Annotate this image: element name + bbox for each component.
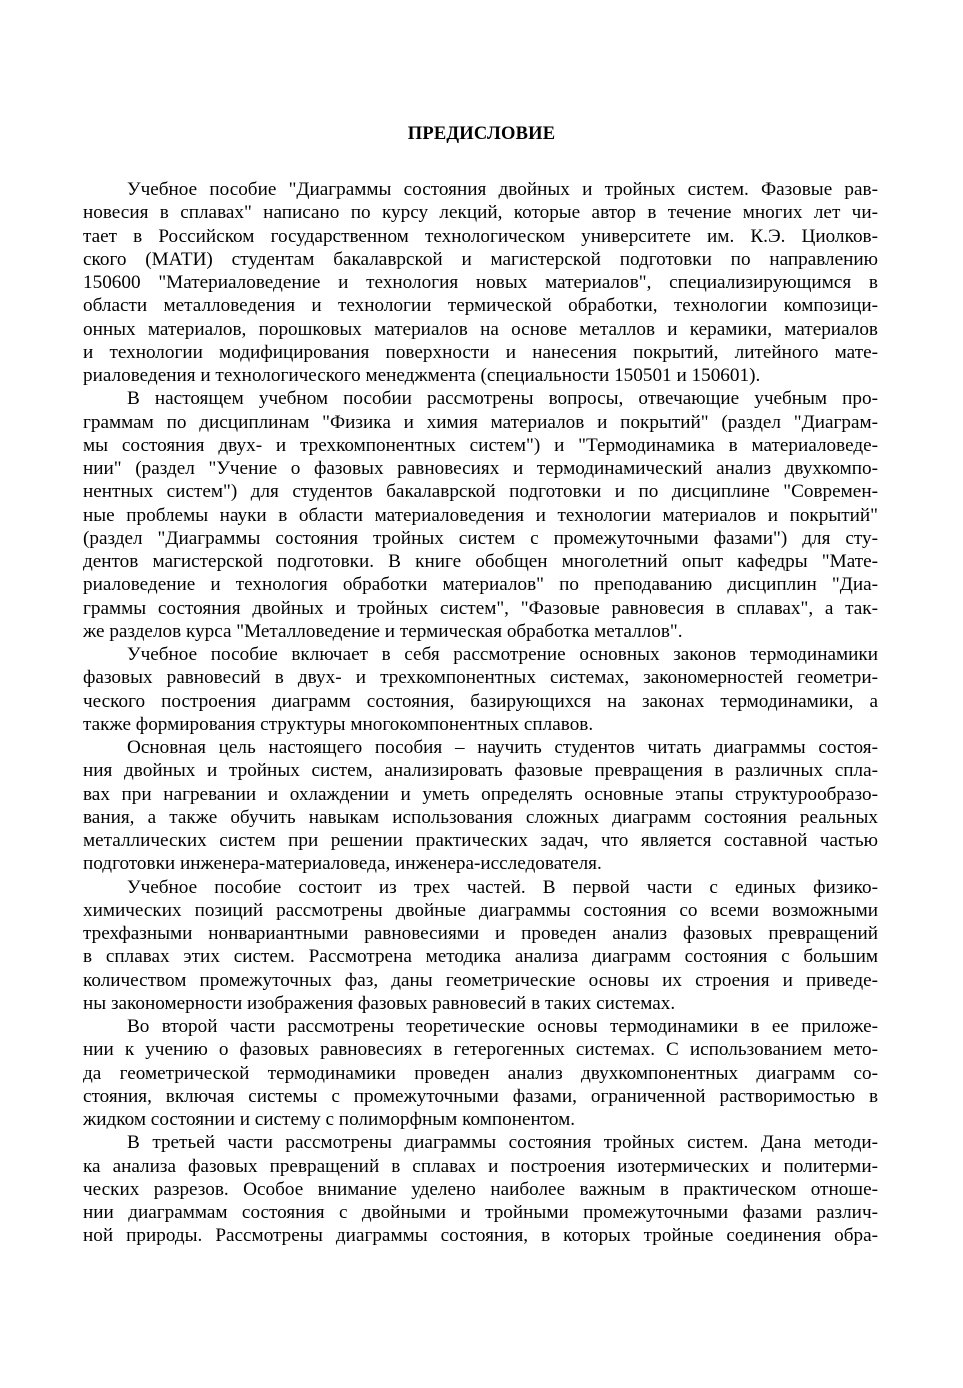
- paragraph: [83, 876, 878, 1016]
- paragraph: [83, 736, 878, 876]
- text-line: риаловедение и технология обработки материалов" по преподаванию дисциплин "Диа-: [83, 574, 878, 596]
- text-line: трехфазными нонвариантными равновесиями и проведен анализ фазовых превращений: [83, 923, 878, 944]
- text-line: Учебное пособие включает в себя рассмотрение основных законов термодинамики: [127, 644, 878, 665]
- text-line: ны закономерности изображения фазовых равновесий в таких системах.: [83, 992, 676, 1014]
- text-line: ческого построения диаграмм состояния, базирующихся на законах термодинамики, а: [83, 690, 878, 712]
- text-line: 150600 "Материаловедение и технология новых материалов", специализирующимся в: [83, 272, 878, 293]
- text-line: и технологии модифицирования поверхности и нанесения покрытий, литейного мате-: [83, 341, 878, 363]
- text-line: ной природы. Рассмотрены диаграммы состояния, в которых тройные соединения обра-: [83, 1225, 878, 1247]
- text-line: химических позиций рассмотрены двойные диаграммы состояния со всеми возможными: [83, 899, 878, 921]
- text-line: (раздел "Диаграммы состояния тройных систем с промежуточными фазами") для сту-: [83, 527, 878, 549]
- paragraph: [83, 643, 878, 736]
- text-line: дентов магистерской подготовки. В книге обобщен многолетний опыт кафедры "Мате-: [83, 551, 878, 572]
- text-line: нии" (раздел "Учение о фазовых равновесиях и термодинамический анализ двухкомпо-: [83, 458, 878, 479]
- text-line: мы состояния двух- и трехкомпонентных систем") и "Термодинамика в материаловеде-: [83, 434, 878, 456]
- text-line: ные проблемы науки в области материаловедения и технологии материалов и покрытий": [83, 504, 878, 526]
- text-line: граммы состояния двойных и тройных систем", "Фазовые равновесия в сплавах", а так-: [83, 597, 878, 619]
- page-title: ПРЕДИСЛОВИЕ: [407, 124, 556, 144]
- text-line: Учебное пособие состоит из трех частей. В первой части с единых физико-: [127, 876, 878, 898]
- text-line: нентных систем") для студентов бакалаврской подготовки и по дисциплине "Современ-: [83, 481, 878, 503]
- body-text: [83, 178, 878, 1248]
- text-line: Во второй части рассмотрены теоретические основы термодинамики в ее приложе-: [127, 1016, 878, 1037]
- text-line: тает в Российском государственном технологическом университете им. К.Э. Циолков-: [83, 225, 878, 247]
- text-line: ния двойных и тройных систем, анализировать фазовые превращения в различных спла-: [83, 760, 878, 782]
- text-line: области металловедения и технологии термической обработки, технологии композици-: [83, 295, 878, 317]
- text-line: да геометрической термодинамики проведен анализ двухкомпонентных диаграмм со-: [83, 1062, 878, 1084]
- text-line: В настоящем учебном пособии рассмотрены вопросы, отвечающие учебным про-: [127, 388, 878, 410]
- paragraph: [83, 387, 878, 643]
- text-line: также формирования структуры многокомпонентных сплавов.: [83, 713, 594, 735]
- text-line: ческих разрезов. Особое внимание уделено наиболее важным в практическом отноше-: [83, 1178, 878, 1200]
- text-line: онных материалов, порошковых материалов на основе металлов и керамики, материалов: [83, 318, 878, 340]
- paragraph: [83, 178, 878, 387]
- text-line: нии к учению о фазовых равновесиях в гетерогенных системах. С использованием мето-: [83, 1039, 878, 1061]
- paragraph: [83, 1131, 878, 1247]
- text-line: В третьей части рассмотрены диаграммы состояния тройных систем. Дана методи-: [127, 1132, 878, 1154]
- text-line: металлических систем при решении практических задач, что является составной частью: [83, 830, 878, 851]
- paragraph: [83, 1015, 878, 1131]
- text-line: вах при нагревании и охлаждении и уметь определять основные этапы структурообразо-: [83, 783, 878, 805]
- text-line: вания, а также обучить навыкам использования сложных диаграмм состояния реальных: [83, 806, 878, 828]
- text-line: в сплавах этих систем. Рассмотрена методика анализа диаграмм состояния с большим: [83, 946, 878, 968]
- text-line: Основная цель настоящего пособия – научить студентов читать диаграммы состоя-: [127, 737, 878, 758]
- text-line: стояния, включая системы с промежуточными фазами, ограниченной растворимостью в: [83, 1085, 878, 1107]
- text-line: риаловедения и технологического менеджмента (специальности 150501 и 150601).: [83, 365, 761, 386]
- text-line: ского (МАТИ) студентам бакалаврской и магистерской подготовки по направлению: [83, 248, 878, 270]
- text-line: подготовки инженера-материаловеда, инженера-исследователя.: [83, 853, 602, 875]
- text-line: фазовых равновесий в двух- и трехкомпонентных системах, закономерностей геометри-: [83, 667, 878, 689]
- text-line: же разделов курса "Металловедение и термическая обработка металлов".: [83, 620, 683, 642]
- text-line: новесия в сплавах" написано по курсу лекций, которые автор в течение многих лет чи-: [83, 202, 878, 224]
- text-line: граммам по дисциплинам "Физика и химия материалов и покрытий" (раздел "Диаграм-: [83, 411, 878, 433]
- text-line: нии диаграммам состояния с двойными и тройными промежуточными фазами различ-: [83, 1202, 878, 1223]
- text-line: количеством промежуточных фаз, даны геометрические основы их строения и приведе-: [83, 969, 878, 991]
- text-line: ка анализа фазовых превращений в сплавах и построения изотермических и политерми-: [83, 1155, 878, 1177]
- text-line: Учебное пособие "Диаграммы состояния двойных и тройных систем. Фазовые рав-: [127, 179, 878, 200]
- text-line: жидком состоянии и систему с полиморфным компонентом.: [83, 1109, 576, 1130]
